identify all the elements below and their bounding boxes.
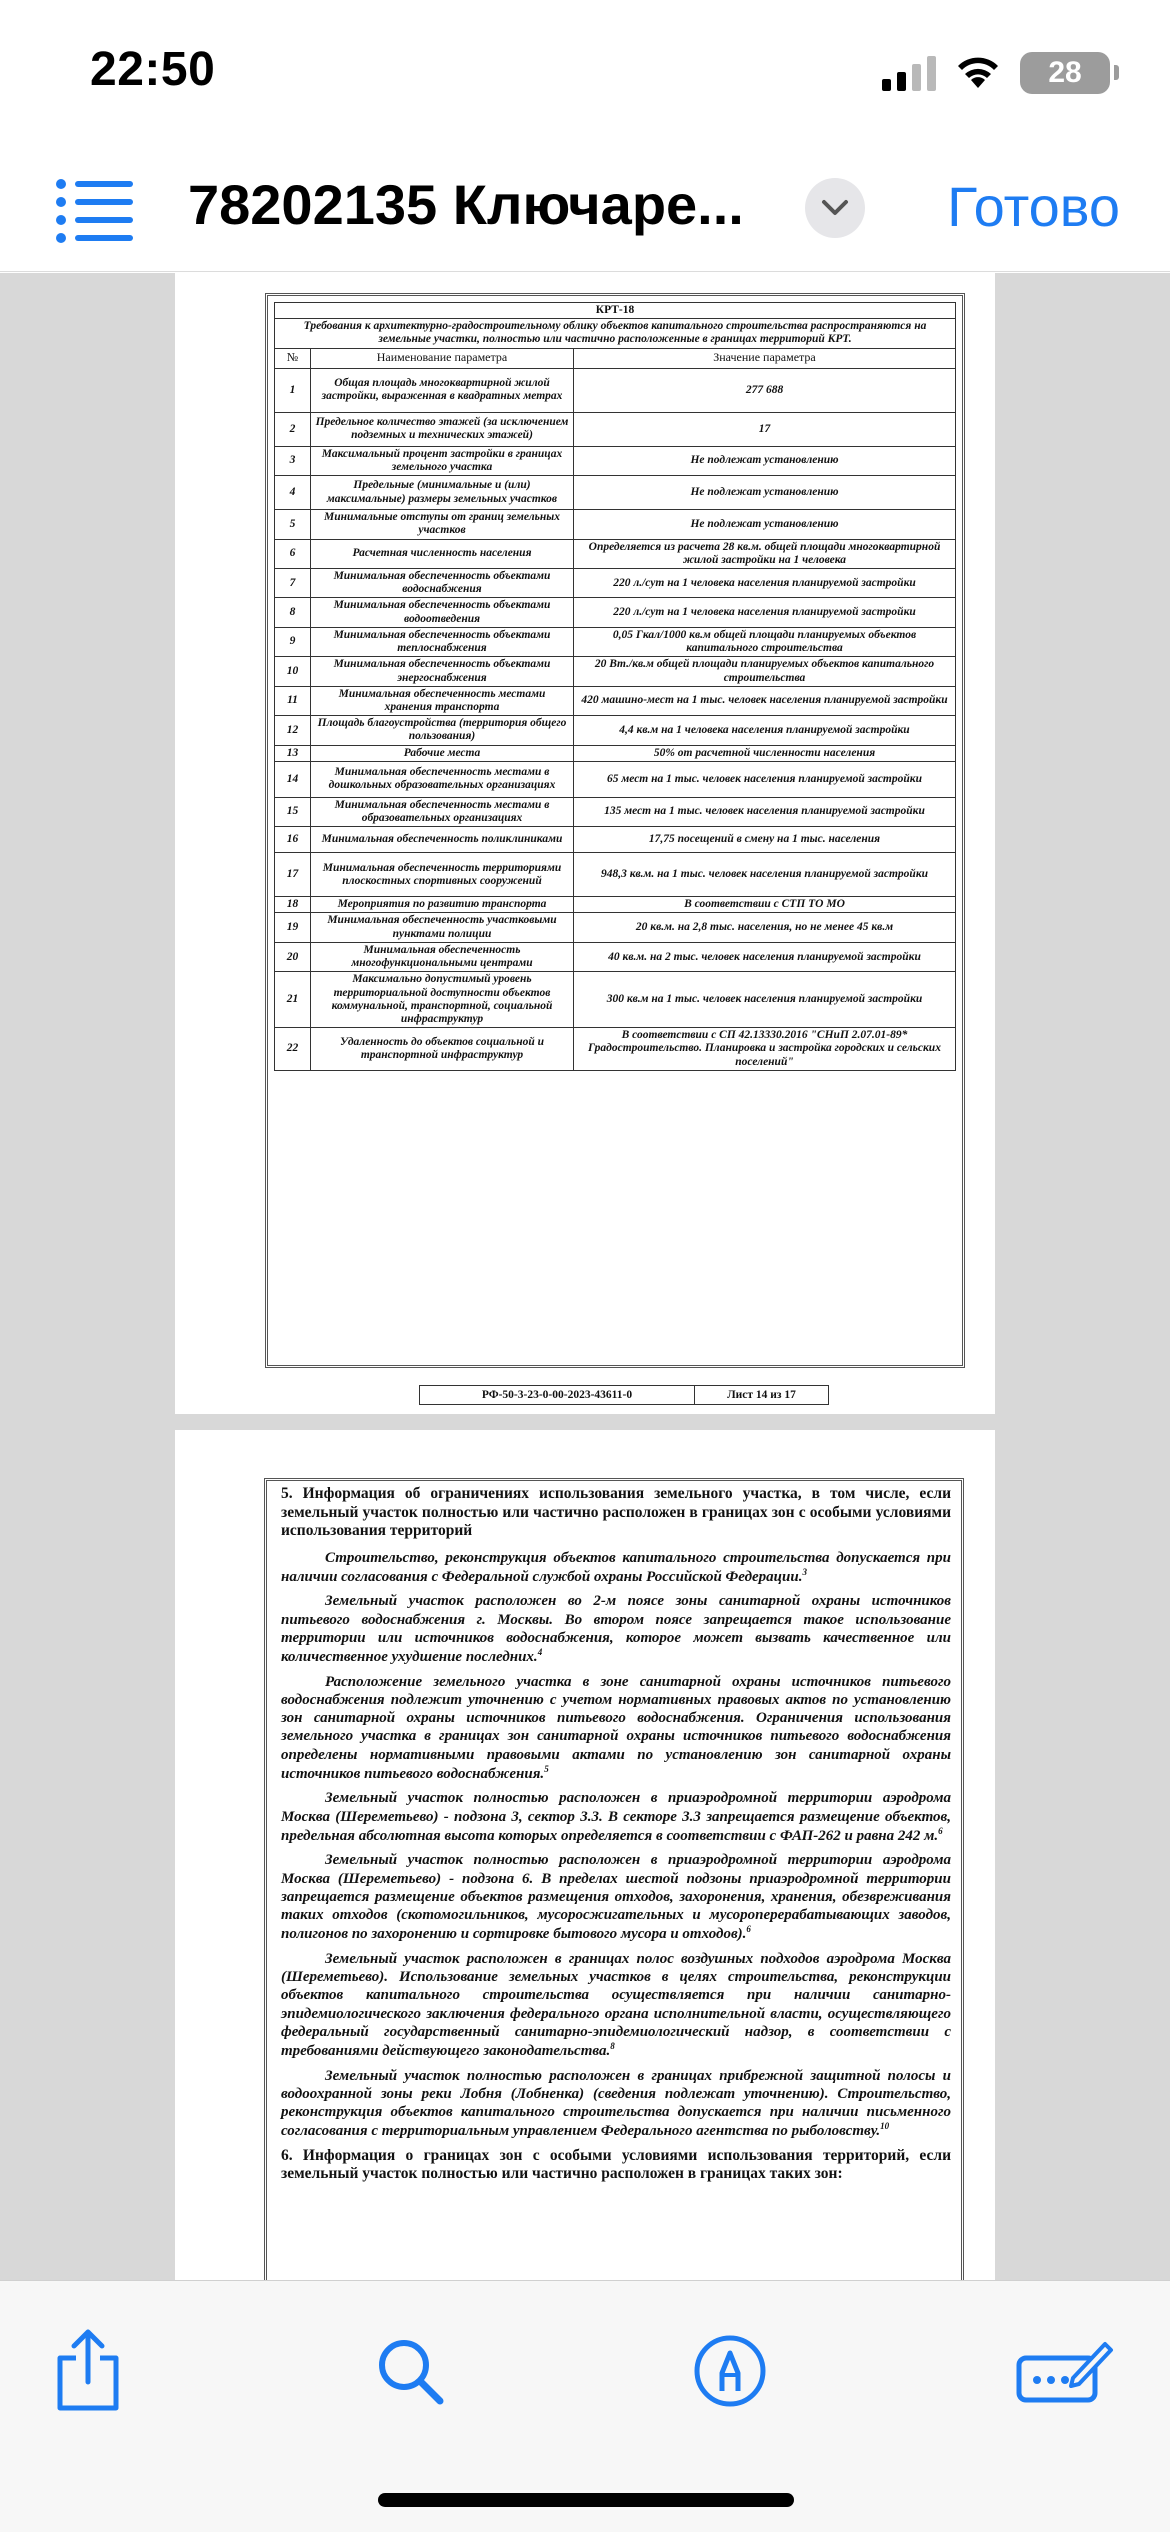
- paragraph: [281, 1673, 951, 1784]
- table-row: [275, 627, 956, 656]
- row-number: 10: [275, 657, 311, 686]
- table-row: [275, 827, 956, 853]
- paragraph: [281, 1950, 951, 2061]
- krt-table: [274, 302, 956, 1071]
- section-5-heading: 5. Информация об ограничениях использования земельного участка, в том числе, если земельный участок полностью или частично расположен в границах зон с особыми условиями использования территорий: [281, 1485, 951, 1540]
- row-number: 6: [275, 539, 311, 568]
- parameter-value: 0,05 Гкал/1000 кв.м общей площади планируемых объектов капитального строительства: [574, 627, 956, 656]
- share-button[interactable]: [38, 2321, 138, 2421]
- row-number: 16: [275, 827, 311, 853]
- status-icons: [882, 52, 1110, 94]
- table-row: [275, 412, 956, 446]
- paragraph: [281, 2067, 951, 2141]
- parameter-name: Минимальная обеспеченность объектами теплоснабжения: [311, 627, 574, 656]
- parameter-name: Расчетная численность населения: [311, 539, 574, 568]
- table-header-row: [275, 348, 956, 368]
- parameter-value: 300 кв.м на 1 тыс. человек населения планируемой застройки: [574, 972, 956, 1028]
- parameter-name: Минимальная обеспеченность местами в дошкольных образовательных организациях: [311, 761, 574, 797]
- table-row: [275, 539, 956, 568]
- parameter-name: Минимальная обеспеченность объектами водоотведения: [311, 598, 574, 627]
- parameter-name: Минимальная обеспеченность участковыми пунктами полиции: [311, 913, 574, 942]
- paragraph-text: Земельный участок расположен во 2-м поясе зоны санитарной охраны источников питьевого водоснабжения г. Москвы. Во втором поясе запрещается такое использование территории или источников водоснабжения, которое может вызвать качественное или количественное ухудшение последних.: [281, 1593, 951, 1666]
- status-bar: [0, 0, 1170, 150]
- paragraph: [281, 1592, 951, 1666]
- parameter-name: Минимальные отступы от границ земельных участков: [311, 510, 574, 539]
- title-block-stamp: [419, 1385, 829, 1405]
- parameter-value: Не подлежат установлению: [574, 510, 956, 539]
- wifi-icon: [956, 56, 1000, 90]
- footnote-ref: 3: [802, 1567, 807, 1578]
- battery-icon: [1020, 52, 1110, 94]
- row-number: 17: [275, 853, 311, 897]
- parameter-name: Предельные (минимальные и (или) максимальные) размеры земельных участков: [311, 476, 574, 510]
- parameter-value: 50% от расчетной численности населения: [574, 745, 956, 761]
- footnote-ref: 4: [537, 1647, 543, 1658]
- table-row: [275, 510, 956, 539]
- row-number: 15: [275, 797, 311, 826]
- document-code: РФ-50-3-23-0-00-2023-43611-0: [420, 1386, 695, 1404]
- section-6-heading: 6. Информация о границах зон с особыми условиями использования территорий, если земельный участок полностью или частично расположен в границах таких зон:: [281, 2146, 951, 2183]
- row-number: 9: [275, 627, 311, 656]
- cellular-signal-icon: [882, 55, 936, 91]
- outline-list-button[interactable]: [55, 176, 135, 244]
- table-body: [275, 368, 956, 1070]
- parameter-value: 20 Вт./кв.м общей площади планируемых объектов капитального строительства: [574, 657, 956, 686]
- row-number: 14: [275, 761, 311, 797]
- row-number: 13: [275, 745, 311, 761]
- row-number: 11: [275, 686, 311, 715]
- paragraph-text: Строительство, реконструкция объектов капитального строительства допускается при наличии согласования с Федеральной службой охраны Российской Федерации.: [281, 1549, 951, 1586]
- page-frame: [264, 1478, 964, 2280]
- parameter-value: 277 688: [574, 368, 956, 412]
- markup-button[interactable]: [680, 2321, 780, 2421]
- table-row: [275, 716, 956, 745]
- table-row: [275, 1028, 956, 1071]
- row-number: 3: [275, 446, 311, 475]
- table-row: [275, 853, 956, 897]
- sheet-number: Лист 14 из 17: [727, 1389, 796, 1401]
- chevron-down-icon: [821, 199, 849, 217]
- parameter-value: 4,4 кв.м на 1 человека населения планируемой застройки: [574, 716, 956, 745]
- search-icon: [374, 2335, 446, 2407]
- parameter-name: Минимальная обеспеченность объектами энергоснабжения: [311, 657, 574, 686]
- pdf-page-15: [175, 1430, 995, 2280]
- parameter-value: 40 кв.м. на 2 тыс. человек населения планируемой застройки: [574, 942, 956, 971]
- parameter-name: Минимальная обеспеченность территориями плоскостных спортивных сооружений: [311, 853, 574, 897]
- paragraph: [281, 1851, 951, 1943]
- table-row: [275, 368, 956, 412]
- row-number: 2: [275, 412, 311, 446]
- row-number: 19: [275, 913, 311, 942]
- parameter-name: Максимальный процент застройки в границах земельного участка: [311, 446, 574, 475]
- title-menu-button[interactable]: [805, 178, 865, 238]
- paragraph: [281, 1549, 951, 1587]
- parameter-name: Мероприятия по развитию транспорта: [311, 897, 574, 913]
- paragraph-text: Земельный участок расположен в границах полос воздушных подходов аэродрома Москва (Шереметьево). Использование земельных участков в целях строительства, реконструкции объектов капитального строительства осуществляется при наличии санитарно-эпидемиологического заключения федерального органа исполнительной власти, осуществляющего федеральный государственный санитарно-эпидемиологический надзор, в соответствии с требованиями действующего законодательства.: [281, 1950, 951, 2060]
- row-number: 20: [275, 942, 311, 971]
- table-row: [275, 686, 956, 715]
- battery-level: 28: [1048, 56, 1082, 89]
- parameter-name: Минимальная обеспеченность многофункциональными центрами: [311, 942, 574, 971]
- footnote-ref: 6: [938, 1825, 943, 1836]
- fill-sign-icon: [1015, 2336, 1115, 2406]
- fill-and-sign-button[interactable]: [1010, 2321, 1120, 2421]
- row-number: 7: [275, 568, 311, 597]
- column-header: Значение параметра: [574, 348, 956, 368]
- table-row: [275, 972, 956, 1028]
- parameter-value: 17,75 посещений в смену на 1 тыс. населения: [574, 827, 956, 853]
- pdf-page-14: [175, 273, 995, 1414]
- footnote-ref: 10: [880, 2121, 890, 2132]
- table-heading: КРТ-18: [275, 303, 956, 319]
- table-row: [275, 913, 956, 942]
- parameter-value: В соответствии с СП 42.13330.2016 "СНиП 2.07.01-89* Градостроительство. Планировка и застройка городских и сельских поселений": [574, 1028, 956, 1071]
- document-title[interactable]: 78202135 Ключаре...: [188, 173, 744, 236]
- parameter-value: 17: [574, 412, 956, 446]
- footnote-ref: 6: [746, 1924, 751, 1935]
- home-indicator: [378, 2493, 794, 2507]
- paragraph-text: Земельный участок полностью расположен в приаэродромной территории аэродрома Москва (Шереметьево) - подзона 3, сектор 3.3. В секторе 3.3 запрещается размещение объектов, предельная абсолютная высота которых определяется в соответствии с ФАП-262 и равна 242 м.: [281, 1790, 951, 1844]
- paragraph-text: Земельный участок полностью расположен в приаэродромной территории аэродрома Москва (Шереметьево) - подзона 6. В пределах шестой подзоны приаэродромной территории запрещается размещение объектов размещения отходов, захоронения, хранения, обезвреживания таких отходов (скотомогильников, мусоросжигательных и мусороперерабатывающих заводов, полигонов по захоронению и сортировке бытового мусора и отходов).: [281, 1852, 951, 1943]
- table-row: [275, 942, 956, 971]
- table-row: [275, 598, 956, 627]
- section-5-body: [281, 1549, 951, 2141]
- bottom-toolbar: [0, 2280, 1170, 2532]
- table-row: [275, 657, 956, 686]
- row-number: 1: [275, 368, 311, 412]
- parameter-name: Удаленность до объектов социальной и транспортной инфраструктур: [311, 1028, 574, 1071]
- parameter-name: Общая площадь многоквартирной жилой застройки, выраженная в квадратных метрах: [311, 368, 574, 412]
- parameter-name: Минимальная обеспеченность местами хранения транспорта: [311, 686, 574, 715]
- table-row: [275, 761, 956, 797]
- status-time: 22:50: [90, 43, 216, 96]
- row-number: 22: [275, 1028, 311, 1071]
- footnote-ref: 8: [610, 2041, 615, 2052]
- done-button[interactable]: Готово: [947, 175, 1120, 238]
- row-number: 21: [275, 972, 311, 1028]
- footnote-ref: 5: [544, 1764, 549, 1775]
- parameter-name: Предельное количество этажей (за исключением подземных и технических этажей): [311, 412, 574, 446]
- search-button[interactable]: [360, 2321, 460, 2421]
- column-header: №: [275, 348, 311, 368]
- navigation-bar: [0, 150, 1170, 272]
- parameter-name: Минимальная обеспеченность местами в образовательных организациях: [311, 797, 574, 826]
- paragraph-text: Расположение земельного участка в зоне санитарной охраны источников питьевого водоснабжения подлежит уточнению с учетом нормативных правовых актов по установлению зон санитарной охраны источников питьевого водоснабжения. Ограничения использования земельного участка в границах зон санитарной охраны источников питьевого водоснабжения определены нормативными правовыми актами по установлению зон санитарной охраны источников питьевого водоснабжения.: [281, 1673, 951, 1783]
- parameter-name: Рабочие места: [311, 745, 574, 761]
- parameter-value: 220 л./сут на 1 человека населения планируемой застройки: [574, 568, 956, 597]
- column-header: Наименование параметра: [311, 348, 574, 368]
- parameter-name: Площадь благоустройства (территория общего пользования): [311, 716, 574, 745]
- parameter-value: Определяется из расчета 28 кв.м. общей площади многоквартирной жилой застройки на 1 человека: [574, 539, 956, 568]
- table-row: [275, 568, 956, 597]
- table-row: [275, 897, 956, 913]
- parameter-value: 948,3 кв.м. на 1 тыс. человек населения планируемой застройки: [574, 853, 956, 897]
- parameter-value: 135 мест на 1 тыс. человек населения планируемой застройки: [574, 797, 956, 826]
- row-number: 4: [275, 476, 311, 510]
- page-frame: [265, 293, 965, 1368]
- parameter-value: 20 кв.м. на 2,8 тыс. населения, но не менее 45 кв.м: [574, 913, 956, 942]
- row-number: 18: [275, 897, 311, 913]
- row-number: 12: [275, 716, 311, 745]
- table-subheading: Требования к архитектурно-градостроительному облику объектов капитального строительства распространяются на земельные участки, полностью или частично расположенные в границах территорий КРТ.: [275, 319, 956, 348]
- parameter-name: Минимальная обеспеченность объектами водоснабжения: [311, 568, 574, 597]
- row-number: 5: [275, 510, 311, 539]
- parameter-name: Минимальная обеспеченность поликлиниками: [311, 827, 574, 853]
- table-row: [275, 745, 956, 761]
- parameter-name: Максимально допустимый уровень территориальной доступности объектов коммунальной, транспортной, социальной инфраструктур: [311, 972, 574, 1028]
- parameter-value: 65 мест на 1 тыс. человек населения планируемой застройки: [574, 761, 956, 797]
- markup-icon: [692, 2333, 768, 2409]
- paragraph-text: Земельный участок полностью расположен в границах прибрежной защитной полосы и водоохранной зоны реки Лобня (Лобненка) (сведения подлежат уточнению). Строительство, реконструкция объектов капитального строительства допускается при наличии письменного согласования с территориальным управлением Федерального агентства по рыболовству.: [281, 2067, 951, 2140]
- parameter-value: 420 машино-мест на 1 тыс. человек населения планируемой застройки: [574, 686, 956, 715]
- document-viewport[interactable]: [0, 273, 1170, 2280]
- table-row: [275, 446, 956, 475]
- parameter-value: Не подлежат установлению: [574, 446, 956, 475]
- table-row: [275, 797, 956, 826]
- parameter-value: В соответствии с СТП ТО МО: [574, 897, 956, 913]
- share-icon: [50, 2328, 126, 2414]
- row-number: 8: [275, 598, 311, 627]
- table-row: [275, 476, 956, 510]
- parameter-value: Не подлежат установлению: [574, 476, 956, 510]
- parameter-value: 220 л./сут на 1 человека населения планируемой застройки: [574, 598, 956, 627]
- list-icon: [55, 176, 135, 244]
- paragraph: [281, 1789, 951, 1845]
